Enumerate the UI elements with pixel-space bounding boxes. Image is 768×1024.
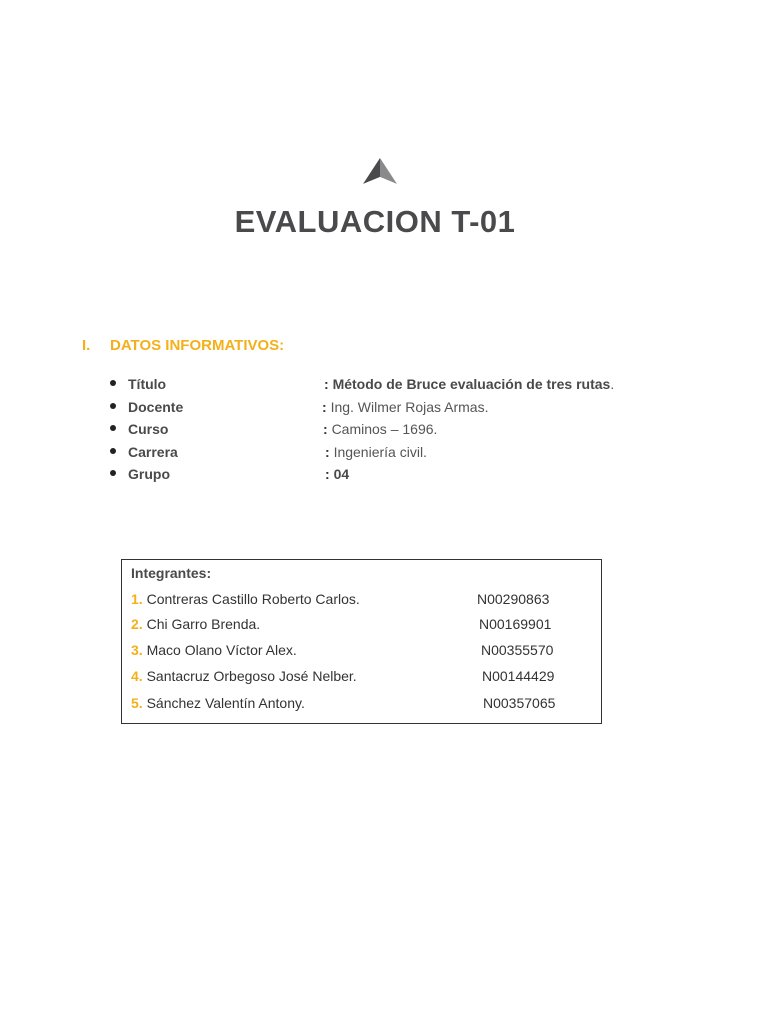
info-value: : Ing. Wilmer Rojas Armas. xyxy=(322,398,489,415)
members-heading: Integrantes: xyxy=(131,565,212,581)
info-label: Docente xyxy=(128,398,184,415)
member-item: 5. Sánchez Valentín Antony. xyxy=(131,695,305,711)
info-row-curso xyxy=(110,419,670,442)
info-row-carrera xyxy=(110,442,670,465)
member-code: N00355570 xyxy=(481,642,554,658)
member-item: 2. Chi Garro Brenda. xyxy=(131,616,261,632)
member-item: 4. Santacruz Orbegoso José Nelber. xyxy=(131,668,357,684)
info-row-grupo xyxy=(110,464,670,487)
info-value: : Método de Bruce evaluación de tres rutas. xyxy=(324,376,615,392)
bullet-icon xyxy=(110,425,116,431)
info-value: : 04 xyxy=(325,466,350,482)
info-label: Grupo xyxy=(128,466,170,482)
info-label: Carrera xyxy=(128,443,178,460)
info-row-docente xyxy=(110,397,670,420)
bullet-icon xyxy=(110,448,116,454)
member-code: N00357065 xyxy=(483,695,556,711)
info-value: : Caminos – 1696. xyxy=(323,421,438,437)
bullet-icon xyxy=(110,470,116,476)
info-value: : Ingeniería civil. xyxy=(325,443,427,460)
bullet-icon xyxy=(110,403,116,409)
member-item: 3. Maco Olano Víctor Alex. xyxy=(131,642,297,658)
info-label: Curso xyxy=(128,421,169,437)
section-heading-text: DATOS INFORMATIVOS: xyxy=(110,337,285,354)
members-box xyxy=(121,559,602,724)
document-title: EVALUACION T-01 xyxy=(234,204,516,239)
member-code: N00169901 xyxy=(479,616,552,632)
info-label: Título xyxy=(128,376,167,392)
section-number: I. xyxy=(82,337,91,354)
info-list xyxy=(110,374,670,487)
bullet-icon xyxy=(110,380,116,386)
member-code: N00290863 xyxy=(477,591,550,607)
member-item: 1. Contreras Castillo Roberto Carlos. xyxy=(131,591,360,607)
section-heading xyxy=(82,337,284,354)
arrow-triangle-logo-icon xyxy=(362,157,398,185)
info-row-titulo xyxy=(110,374,670,397)
member-code: N00144429 xyxy=(482,668,555,684)
